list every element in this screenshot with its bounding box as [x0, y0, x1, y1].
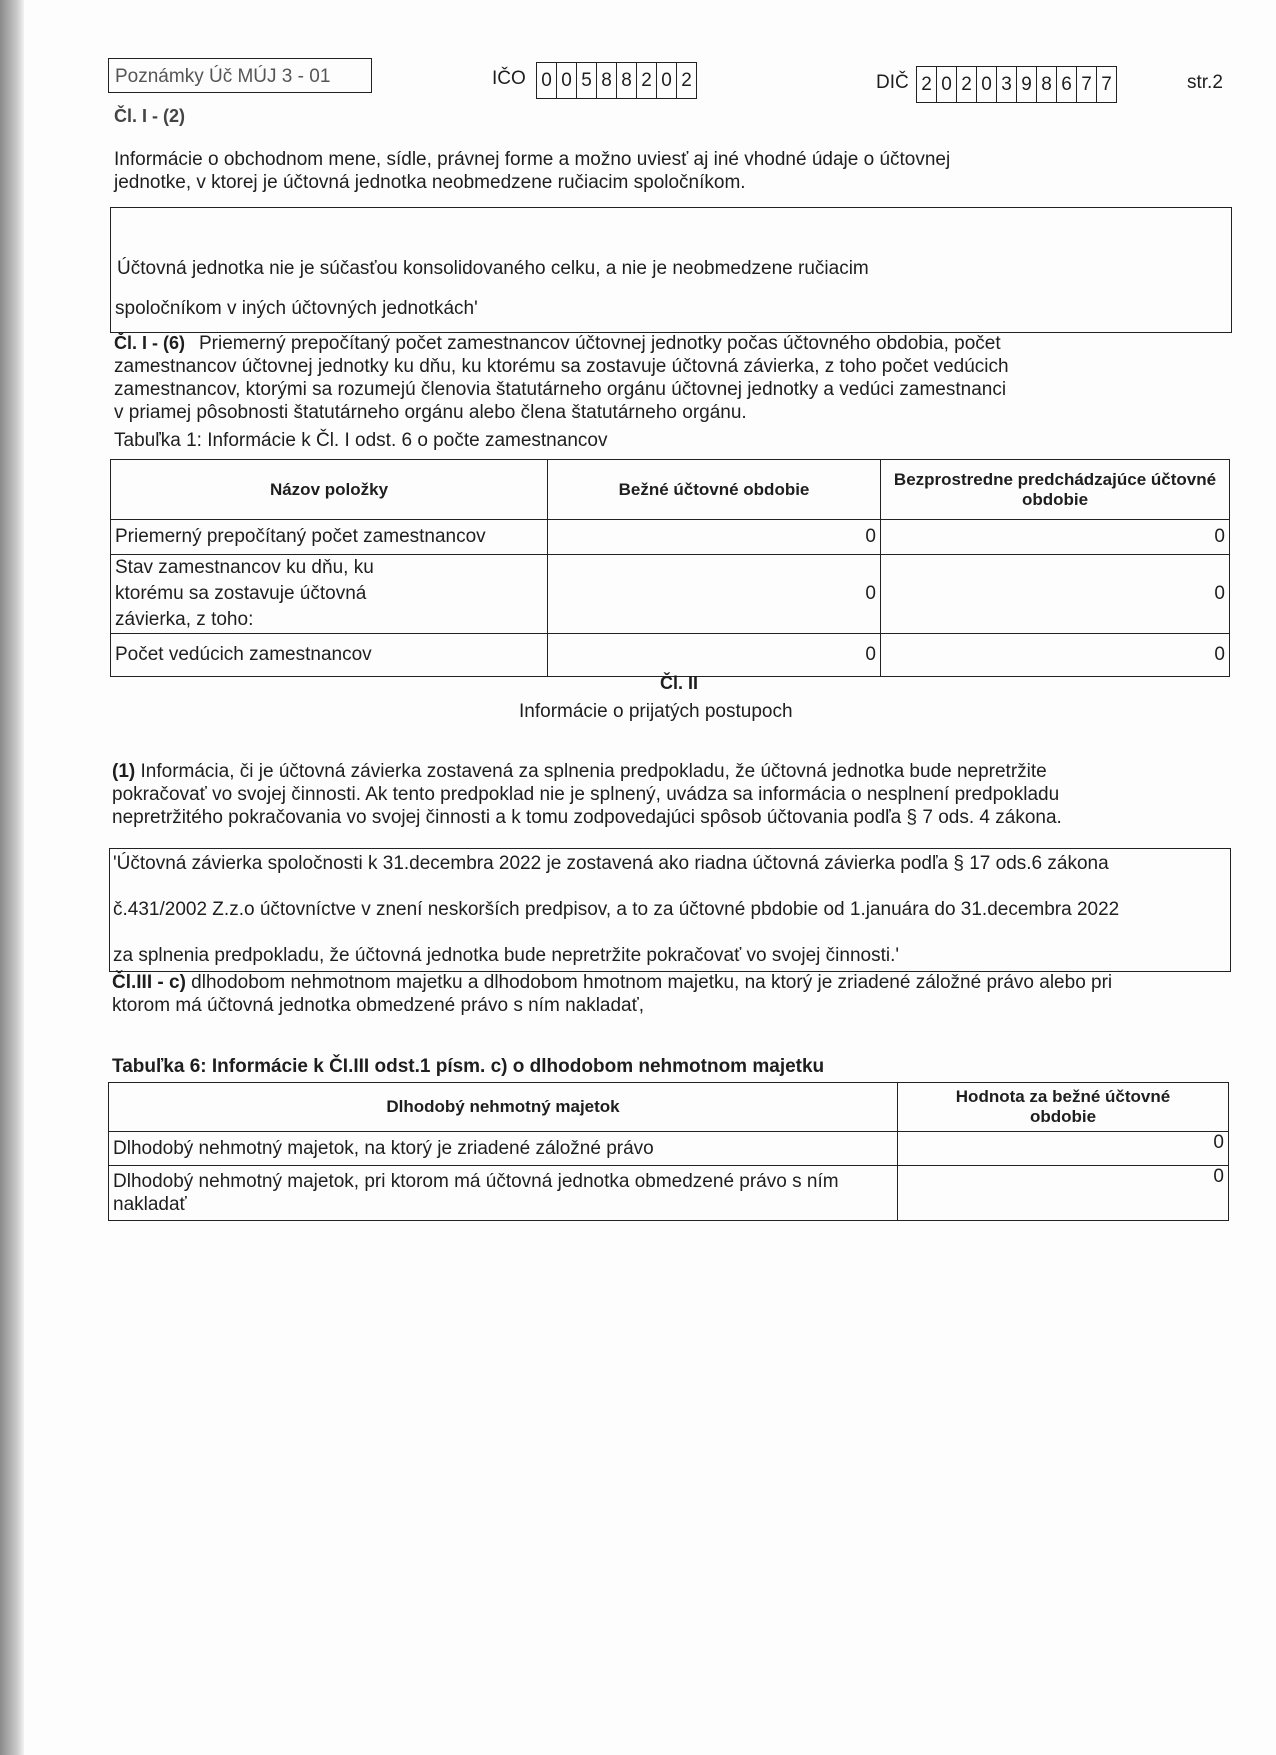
text-line: zamestnancov účtovnej jednotky ku dňu, ku ktorému sa zostavuje účtovná závierka, z toho počet vedúcich — [114, 356, 1009, 377]
ico-digit: 8 — [617, 63, 637, 98]
dic-digit: 3 — [997, 67, 1017, 102]
dic-digits — [916, 66, 1117, 103]
text-line: ktorom má účtovná jednotka obmedzené právo s ním nakladať, — [112, 995, 645, 1016]
dic-digit: 7 — [1101, 74, 1112, 95]
table-header: Bezprostredne predchádzajúce účtovné obdobie — [881, 460, 1230, 520]
ico-digit: 5 — [577, 63, 597, 98]
ico-label: IČO — [492, 68, 526, 89]
ico-digit: 2 — [637, 63, 657, 98]
cell: 0 — [548, 634, 881, 677]
scan-edge — [0, 0, 24, 1755]
art2-p1 — [112, 760, 1062, 829]
cell: Dlhodobý nehmotný majetok, pri ktorom má účtovná jednotka obmedzené právo s ním nakladať — [109, 1166, 898, 1221]
cell: 0 — [548, 555, 881, 634]
text-line: zamestnancov, ktorými sa rozumejú členovia štatutárneho orgánu účtovnej jednotky a vedúci zamestnanci — [114, 379, 1007, 400]
dic-digit: 7 — [1077, 67, 1097, 102]
table1-caption: Tabuľka 1: Informácie k Čl. I odst. 6 o počte zamestnancov — [114, 430, 608, 451]
table6 — [108, 1082, 1229, 1221]
box-line: za splnenia predpokladu, že účtovná jednotka bude nepretržite pokračovať vo svojej činnosti.' — [113, 945, 900, 966]
ico-digit: 2 — [681, 70, 692, 91]
cell: Priemerný prepočítaný počet zamestnancov — [111, 520, 548, 555]
cell: 0 — [898, 1132, 1229, 1166]
dic-digit: 6 — [1057, 67, 1077, 102]
cell: 0 — [881, 520, 1230, 555]
text-line: jednotke, v ktorej je účtovná jednotka neobmedzene ručiacim spoločníkom. — [114, 172, 746, 193]
text-line: Informácie o obchodnom mene, sídle, právnej forme a možno uviesť aj iné vhodné údaje o účtovnej — [114, 149, 951, 170]
dic-digit: 0 — [937, 67, 957, 102]
art3-text — [112, 971, 1112, 1017]
text-line: v priamej pôsobnosti štatutárneho orgánu alebo člena štatutárneho orgánu. — [114, 402, 747, 423]
dic-digit: 8 — [1037, 67, 1057, 102]
box-line: č.431/2002 Z.z.o účtovníctve v znení neskorších predpisov, a to za účtovné pbdobie od 1.januára do 31.decembra 2022 — [113, 899, 1120, 920]
cell: Stav zamestnancov ku dňu, ku ktorému sa zostavuje účtovná závierka, z toho: — [111, 555, 548, 634]
dic-digit: 0 — [977, 67, 997, 102]
art1-2-heading: Čl. I - (2) — [114, 106, 185, 126]
dic-label: DIČ — [876, 72, 909, 93]
dic-digit: 2 — [917, 67, 937, 102]
box-line: spoločníkom v iných účtovných jednotkách' — [115, 298, 478, 319]
table-header: Bežné účtovné obdobie — [548, 460, 881, 520]
text-line: Priemerný prepočítaný počet zamestnancov účtovnej jednotky počas účtovného obdobia, počet — [199, 333, 1001, 354]
cell: 0 — [881, 555, 1230, 634]
ico-digit: 0 — [537, 63, 557, 98]
table-row — [111, 555, 1230, 634]
ico-digits — [536, 62, 697, 99]
table-row — [111, 520, 1230, 555]
text-line: nepretržitého pokračovania vo svojej činnosti a k tomu zodpovedajúci spôsob účtovania podľa § 7 ods. 4 zákona. — [112, 807, 1062, 828]
box-line: 'Účtovná závierka spoločnosti k 31.decembra 2022 je zostavená ako riadna účtovná závierka podľa § 17 ods.6 zákona — [113, 853, 1109, 874]
form-label: Poznámky Úč MÚJ 3 - 01 — [115, 66, 331, 87]
table-header: Hodnota za bežné účtovné obdobie — [898, 1083, 1229, 1132]
ico-digit: 0 — [657, 63, 677, 98]
art3-heading: Čl.III - c) — [112, 972, 186, 993]
box-line: Účtovná jednotka nie je súčasťou konsolidovaného celku, a nie je neobmedzene ručiacim — [117, 258, 869, 279]
text-line: Informácia, či je účtovná závierka zostavená za splnenia predpokladu, že účtovná jednotka bude nepretržite — [135, 761, 1047, 782]
cell: 0 — [548, 520, 881, 555]
art2-subtitle: Informácie o prijatých postupoch — [519, 701, 793, 722]
ico-digit: 0 — [557, 63, 577, 98]
page-number: str.2 — [1187, 72, 1223, 93]
art2-box — [109, 848, 1231, 972]
table-header: Dlhodobý nehmotný majetok — [109, 1083, 898, 1132]
cell: 0 — [898, 1166, 1229, 1221]
table-header: Názov položky — [111, 460, 548, 520]
table-row — [109, 1132, 1229, 1166]
art1-2-box — [110, 207, 1232, 333]
cell: 0 — [881, 634, 1230, 677]
cell: Počet vedúcich zamestnancov — [111, 634, 548, 677]
art2-heading: Čl. II — [660, 673, 699, 693]
dic-digit: 9 — [1017, 67, 1037, 102]
table-row — [111, 634, 1230, 677]
p1-label: (1) — [112, 761, 136, 782]
art1-2-text — [114, 148, 950, 194]
form-label-box — [108, 58, 372, 93]
table6-caption: Tabuľka 6: Informácie k ČI.III odst.1 písm. c) o dlhodobom nehmotnom majetku — [112, 1056, 825, 1077]
art1-6-text — [114, 332, 1009, 424]
cell: Dlhodobý nehmotný majetok, na ktorý je zriadené záložné právo — [109, 1132, 898, 1166]
dic-digit: 2 — [957, 67, 977, 102]
table-row — [109, 1166, 1229, 1221]
table1 — [110, 459, 1230, 677]
text-line: pokračovať vo svojej činnosti. Ak tento predpoklad nie je splnený, uvádza sa informácia o nesplnení predpokladu — [112, 784, 1060, 805]
ico-digit: 8 — [597, 63, 617, 98]
art1-6-heading: Čl. I - (6) — [114, 333, 185, 353]
text-line: dlhodobom nehmotnom majetku a dlhodobom hmotnom majetku, na ktorý je zriadené záložné právo alebo pri — [185, 972, 1113, 993]
